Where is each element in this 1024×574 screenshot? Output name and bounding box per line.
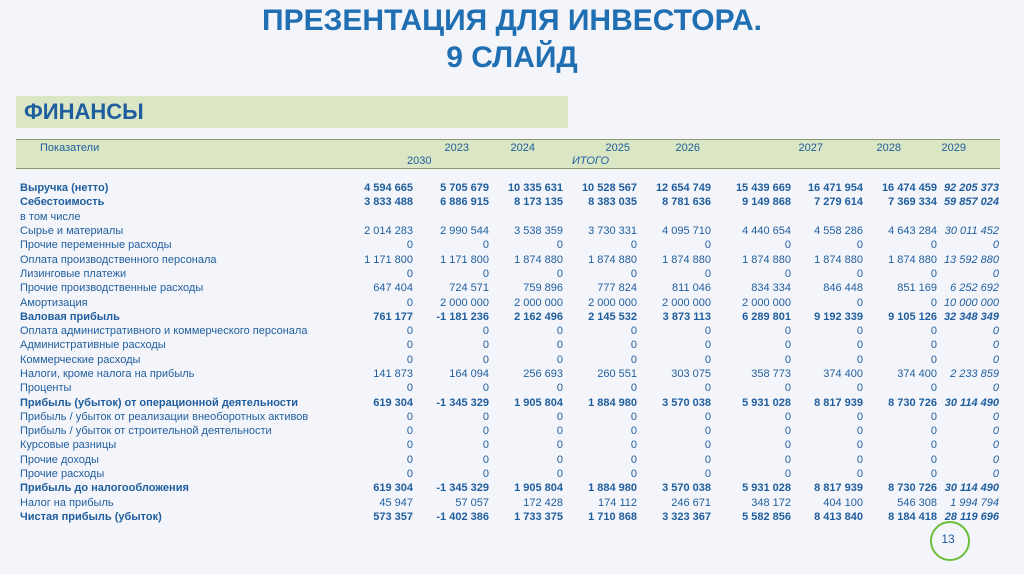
row-value: 0 [856,382,863,395]
row-value [638,210,712,224]
row-value: 0 [704,425,711,438]
row-value: 374 400 [823,368,863,380]
row-total [938,210,1000,224]
row-value: 573 357 [373,510,413,523]
row-value: -1 402 386 [436,510,489,523]
row-value: 2 000 000 [662,296,711,309]
table-row [20,410,1000,424]
row-label: Оплата административного и коммерческого персонала [20,325,308,338]
row-value: 0 [930,453,937,466]
row-value: 0 [630,468,637,481]
row-value: 0 [482,267,489,280]
row-label: Прочие доходы [20,453,99,466]
slide-title [0,2,1024,76]
row-value: 0 [784,468,791,481]
row-value: 0 [482,239,489,252]
row-value: 7 279 614 [814,196,863,209]
row-value: 834 334 [751,282,791,295]
row-value: -1 345 329 [436,396,489,409]
row-value: 8 730 726 [888,396,937,409]
row-total: 1 994 794 [950,496,999,509]
row-total: 0 [992,425,999,438]
row-value: 0 [482,325,489,338]
row-label: Прочие переменные расходы [20,239,172,252]
row-value: 0 [630,339,637,352]
row-value: 0 [704,410,711,423]
row-value: 16 474 459 [881,182,937,195]
row-value: 0 [930,425,937,438]
row-value: 0 [556,439,563,452]
row-value: 8 383 035 [588,196,637,209]
row-label: Административные расходы [20,339,166,352]
row-label: Себестоимость [20,196,105,209]
row-value: 0 [784,453,791,466]
row-total: 0 [992,468,999,481]
row-value: 2 162 496 [514,310,563,323]
table-row [20,467,1000,481]
row-value: 8 817 939 [814,482,863,495]
row-label: Коммерческие расходы [20,353,141,366]
row-value: 0 [856,410,863,423]
row-value: 0 [406,239,413,252]
row-value: 174 112 [598,496,637,509]
row-value: 0 [482,382,489,395]
row-label: Сырье и материалы [20,225,124,238]
table-row [20,310,1000,324]
row-value: 7 369 334 [888,196,937,209]
row-label: Прибыль до налогообложения [20,482,189,495]
row-value: 141 873 [373,368,413,380]
row-value: 8 184 418 [888,510,937,523]
row-label: Оплата производственного персонала [20,253,217,266]
row-value: 761 177 [373,310,413,323]
row-value: 10 528 567 [581,182,637,195]
row-value: 0 [630,325,637,338]
row-total: 0 [992,453,999,466]
row-label: Проценты [20,382,72,395]
row-value: 0 [556,382,563,395]
row-value: 1 905 804 [514,482,563,495]
row-value: 3 730 331 [588,225,637,238]
row-value: 6 289 801 [742,310,791,323]
row-value: 0 [630,453,637,466]
row-value: 1 874 880 [662,253,711,266]
header-year: 2027 [798,142,823,154]
row-value: 0 [556,468,563,481]
row-label: Амортизация [20,296,88,309]
header-year-2030: 2030 [407,155,432,167]
row-value: 0 [406,468,413,481]
row-value [414,210,490,224]
row-value: 811 046 [672,282,711,295]
row-value: 0 [482,410,489,423]
row-value: 2 145 532 [588,310,637,323]
row-value: 0 [856,239,863,252]
header-year: 2029 [941,142,966,154]
row-value: 0 [856,267,863,280]
row-value: 1 171 800 [364,253,413,266]
row-label: Валовая прибыль [20,310,120,323]
row-value: 0 [630,267,637,280]
row-value: 0 [784,382,791,395]
header-year: 2024 [510,142,535,154]
row-value: 0 [406,425,413,438]
row-total: 30 011 452 [944,225,999,238]
table-row [20,267,1000,281]
row-value: 0 [704,453,711,466]
row-value: 0 [406,325,413,338]
row-total: 30 114 490 [944,482,999,495]
row-value [792,210,864,224]
row-total: 32 348 349 [943,310,999,323]
row-value: 5 931 028 [742,396,791,409]
row-value: 5 705 679 [440,182,489,195]
row-value: 2 000 000 [440,296,489,309]
row-value: 0 [630,439,637,452]
row-value: 0 [406,353,413,366]
row-value: 3 323 367 [662,510,711,523]
row-value: 777 824 [597,282,637,295]
page-number: 13 [941,532,955,546]
row-value: 2 000 000 [514,296,563,309]
header-label: Показатели [40,142,100,154]
row-value: 0 [784,439,791,452]
row-value: 0 [630,410,637,423]
row-value: 1 884 980 [588,482,637,495]
row-value [712,210,792,224]
row-value: 647 404 [373,282,413,295]
row-value: 759 896 [523,282,563,295]
row-total: 0 [992,339,999,352]
row-value: 1 874 880 [888,253,937,266]
section-heading: ФИНАНСЫ [16,96,568,128]
row-label: Чистая прибыль (убыток) [20,510,162,523]
row-value: 0 [704,239,711,252]
row-value [490,210,564,224]
row-value: 8 817 939 [814,396,863,409]
row-value: 57 057 [455,496,489,509]
row-value: 1 905 804 [514,396,563,409]
row-value: 0 [704,267,711,280]
row-value: 1 733 375 [514,510,563,523]
row-value: 0 [630,353,637,366]
row-label: в том числе [20,210,81,223]
row-value: 1 874 880 [742,253,791,266]
row-value: 0 [556,425,563,438]
row-total: 0 [992,325,999,338]
row-value: 2 000 000 [588,296,637,309]
row-value: 0 [704,339,711,352]
header-year: 2028 [876,142,901,154]
row-value: 0 [406,410,413,423]
table-row [20,295,1000,309]
row-total: 59 857 024 [943,196,999,209]
row-value: 9 105 126 [888,310,937,323]
row-value [338,210,414,224]
row-value: 0 [704,439,711,452]
row-value: 9 192 339 [814,310,863,323]
row-value: 246 671 [671,496,711,509]
row-value: 0 [556,410,563,423]
row-value: 0 [930,353,937,366]
row-value: 1 874 880 [814,253,863,266]
row-value: 1 171 800 [440,253,489,266]
row-value: 724 571 [449,282,489,295]
row-value: 0 [930,267,937,280]
header-year: 2026 [675,142,700,154]
row-label: Выручка (нетто) [20,182,109,195]
table-row [20,424,1000,438]
row-value: 619 304 [373,396,413,409]
row-value: 0 [556,339,563,352]
row-value: 0 [482,439,489,452]
row-value: 0 [630,239,637,252]
row-label: Прибыль / убыток от реализации внеоборотных активов [20,410,309,423]
row-value: 0 [930,468,937,481]
row-value: 0 [784,339,791,352]
table-row [20,353,1000,367]
row-value: 0 [930,339,937,352]
row-value: 4 558 286 [814,225,863,238]
table-row [20,395,1000,409]
row-value: 3 538 359 [514,225,563,238]
table-row [20,438,1000,452]
row-total: 13 592 880 [943,253,999,266]
row-value: 5 931 028 [742,482,791,495]
row-value: 0 [856,453,863,466]
row-label: Прибыль (убыток) от операционной деятельности [20,396,299,409]
row-value: 0 [856,425,863,438]
table-row [20,210,1000,224]
row-value: 0 [556,353,563,366]
row-value: 404 100 [823,496,863,509]
row-value: 5 582 856 [742,510,791,523]
row-value: 0 [704,382,711,395]
row-value: 0 [784,353,791,366]
row-total: 0 [992,239,999,252]
row-value: -1 181 236 [436,310,489,323]
row-total: 0 [992,410,999,423]
row-value: 0 [630,425,637,438]
table-row [20,281,1000,295]
row-value: 0 [784,425,791,438]
row-value: 0 [406,382,413,395]
row-label: Прочие расходы [20,468,105,481]
row-value: 3 873 113 [662,310,711,323]
row-label: Прочие производственные расходы [20,282,204,295]
row-value: 846 448 [823,282,863,295]
row-value: 8 730 726 [888,482,937,495]
row-value: 260 551 [597,368,637,380]
row-value: 0 [482,353,489,366]
row-value: 0 [482,453,489,466]
row-total: 0 [992,439,999,452]
row-value: 15 439 669 [735,182,791,195]
table-row [20,481,1000,495]
row-value [864,210,938,224]
row-value: 0 [784,267,791,280]
row-value: 0 [482,339,489,352]
row-total: 30 114 490 [944,396,999,409]
row-value: 0 [482,468,489,481]
row-value: 0 [856,339,863,352]
table-row [20,496,1000,510]
row-label: Прибыль / убыток от строительной деятельности [20,425,272,438]
row-value: 0 [704,353,711,366]
row-value: 0 [856,325,863,338]
row-value: 0 [784,325,791,338]
row-value: 8 173 135 [514,196,563,209]
row-value: 0 [406,439,413,452]
title-line-1: ПРЕЗЕНТАЦИЯ ДЛЯ ИНВЕСТОРА. [262,4,762,37]
row-value: 8 413 840 [814,510,863,523]
row-value: 0 [406,339,413,352]
row-value: 0 [856,296,863,309]
row-value: 2 990 544 [440,225,489,238]
row-value: 4 643 284 [888,225,937,238]
row-value: 0 [556,325,563,338]
row-total: 28 119 696 [944,510,999,523]
finance-table [20,181,1000,524]
row-value: 1 874 880 [514,253,563,266]
row-value: 4 440 654 [742,225,791,238]
table-row [20,224,1000,238]
table-row [20,324,1000,338]
row-total: 10 000 000 [943,296,999,309]
row-value: 0 [556,267,563,280]
row-value: 0 [856,468,863,481]
row-value: 546 308 [897,496,937,509]
row-value: 0 [930,325,937,338]
row-value: 0 [556,239,563,252]
row-value: 45 947 [379,496,413,509]
row-label: Налог на прибыль [20,496,114,509]
row-value: 172 428 [523,496,563,509]
row-label: Курсовые разницы [20,439,117,452]
row-value: 9 149 868 [742,196,791,209]
row-value: 1 710 868 [588,510,637,523]
header-year: 2025 [605,142,630,154]
table-row [20,510,1000,524]
row-value: 2 000 000 [742,296,791,309]
row-value: 0 [784,410,791,423]
row-value: 0 [406,296,413,309]
table-row [20,181,1000,195]
row-value: 374 400 [897,368,937,380]
row-label: Лизинговые платежи [20,267,127,280]
row-value: 0 [930,439,937,452]
row-label: Налоги, кроме налога на прибыль [20,368,195,380]
row-value: 2 014 283 [364,225,413,238]
row-value: 3 570 038 [662,396,711,409]
row-value: 303 075 [671,368,711,380]
row-value: 0 [406,267,413,280]
row-value: 0 [406,453,413,466]
table-row [20,338,1000,352]
row-value: 12 654 749 [655,182,711,195]
table-row [20,381,1000,395]
row-value: 1 884 980 [588,396,637,409]
row-value: 0 [856,353,863,366]
row-value: 0 [784,239,791,252]
row-total: 0 [992,267,999,280]
table-row [20,195,1000,209]
row-value: 0 [704,468,711,481]
header-total: ИТОГО [572,155,610,167]
row-value: 16 471 954 [807,182,863,195]
row-value: 0 [930,296,937,309]
row-value: 256 693 [523,368,563,380]
row-value: 348 172 [751,496,791,509]
row-value: 0 [930,382,937,395]
table-row [20,453,1000,467]
row-value: 619 304 [373,482,413,495]
header-year: 2023 [444,142,469,154]
row-value: 0 [930,410,937,423]
table-header [16,139,1000,169]
row-value: 0 [482,425,489,438]
row-value: 4 095 710 [662,225,711,238]
row-value: 164 094 [449,368,489,380]
table-row [20,252,1000,266]
row-total: 6 252 692 [950,282,999,295]
row-value: 0 [630,382,637,395]
row-value: -1 345 329 [436,482,489,495]
row-total: 0 [992,353,999,366]
row-value: 851 169 [897,282,937,295]
row-value [564,210,638,224]
row-value: 8 781 636 [662,196,711,209]
title-line-2: 9 СЛАЙД [446,41,578,74]
table-row [20,238,1000,252]
row-value: 1 874 880 [588,253,637,266]
row-total: 0 [992,382,999,395]
row-value: 0 [704,325,711,338]
row-value: 10 335 631 [507,182,563,195]
row-value: 358 773 [751,368,791,380]
row-total: 92 205 373 [943,182,999,195]
row-value: 0 [856,439,863,452]
row-value: 0 [930,239,937,252]
row-value: 4 594 665 [364,182,413,195]
row-total: 2 233 859 [950,368,999,380]
row-value: 3 570 038 [662,482,711,495]
row-value: 6 886 915 [440,196,489,209]
table-row [20,367,1000,381]
row-value: 3 833 488 [364,196,413,209]
row-value: 0 [556,453,563,466]
